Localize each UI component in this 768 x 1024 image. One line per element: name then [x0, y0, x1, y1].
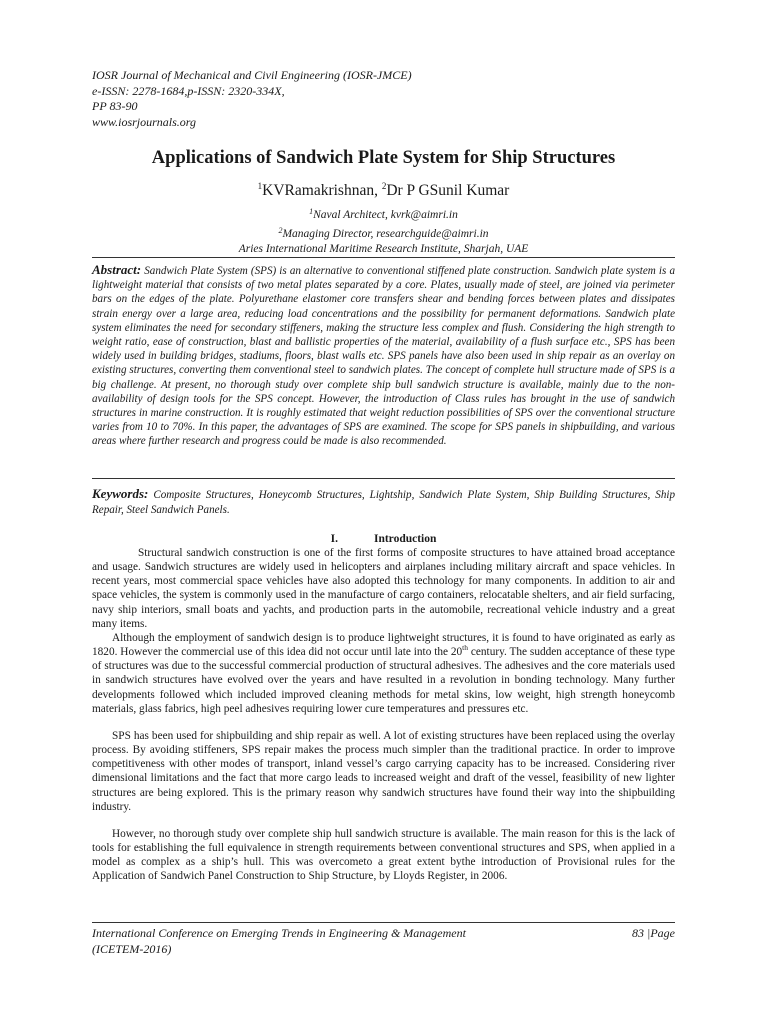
body-text [92, 546, 675, 883]
affiliations [92, 204, 675, 257]
affiliation-1: $^1$Naval Architect, kvrk@aimri.in [309, 207, 458, 221]
journal-header [92, 68, 675, 130]
divider-abstract [92, 478, 675, 479]
abstract [92, 263, 675, 449]
journal-issn: e-ISSN: 2278-1684,p-ISSN: 2320-334X, [92, 83, 285, 98]
author1-sup: 1 [257, 181, 263, 191]
keywords-label: Keywords: [92, 486, 149, 501]
journal-name: IOSR Journal of Mechanical and Civil Engineering (IOSR-JMCE) [92, 68, 412, 82]
author1: KVRamakrishnan, [262, 182, 378, 199]
journal-pages: PP 83-90 [92, 99, 138, 113]
paragraph-3: SPS has been used for shipbuilding and ship repair as well. A lot of existing structures have been replaced using the overlay process. By avoiding stiffeners, SPS repair makes the process much simpler than the traditional practice. In order to improve competitiveness with other modes of transport, inland vessel’s cargo carrying capacity has to be increased. Considering river dimensional limitations and the fact that more cargo leads to increased weight and draft of the vessel, feasibility of new lighter structures are being explored. This is the primary reason why sandwich structures have found their way into the shipbuilding industry. [92, 729, 675, 813]
affiliation-2: $^2$Managing Director, researchguide@aimri.in [278, 226, 489, 240]
author2-sup: 2 [381, 181, 387, 191]
paragraph-2: Although the employment of sandwich design is to produce lightweight structures, it is found to have originated as early as 1820. However the commercial use of this idea did not occur until late into the 20th century. The sudden acceptance of these type of structures was due to the successful commercial production of structural adhesives. The adhesives and the core materials used in sandwich structures have evolved over the years and have resulted in a revolution in bonding technology. Many further developments followed which included improved cleaning methods for metal skins, low weight, high strength honeycomb materials, glass fabrics, high peel adhesives requiring lower cure temperatures and pressures etc. [92, 631, 676, 715]
affil1-sup: 1 [309, 207, 314, 216]
journal-website: www.iosrjournals.org [92, 114, 197, 129]
section-number: I. [330, 533, 338, 545]
footer-acronym: (ICETEM-2016) [92, 941, 172, 956]
author2: Dr P GSunil Kumar [386, 182, 510, 199]
divider-top [92, 257, 675, 258]
divider-footer [92, 922, 675, 923]
paragraph-4: However, no thorough study over complete ship hull sandwich structure is available. The main reason for this is the lack of tools for establishing the full equivalence in strength requirements between conventional structures and SPS, when applied in a model as complex as a ship’s hull. This was overcometo a great extent bythe introduction of Provisional rules for the Application of Sandwich Panel Construction to Ship Structure, by Lloyds Register, in 2006. [92, 827, 675, 883]
footer-conference: International Conference on Emerging Trends in Engineering & Management [92, 926, 466, 940]
author-line [92, 181, 675, 200]
superscript-th: th [462, 643, 469, 653]
section-heading [92, 533, 675, 545]
page-footer [92, 926, 675, 957]
paragraph-1: Structural sandwich construction is one of the first forms of composite structures to have attained broad acceptance and usage. Sandwich structures are widely used in helicopters and airplanes including military aircraft and space vehicles. In recent years, most commercial space vehicles have also adopted this technology for many components. In addition to air and space vehicles, the system is commonly used in the manufacture of cargo containers, relocatable shelters, and air field surfacing, navy ship interiors, small boats and yachts, and production parts in the automobile, recreational vehicle industry and a great many items. [92, 547, 675, 630]
keywords-text: Composite Structures, Honeycomb Structures, Lightship, Sandwich Plate System, Ship Building Structures, Ship Repair, Steel Sandwich Panels. [92, 489, 675, 516]
institute: Aries International Maritime Research Institute, Sharjah, UAE [238, 243, 529, 255]
abstract-text: Sandwich Plate System (SPS) is an alternative to conventional stiffened plate construction. Sandwich plate system is a lightweight material that consists of two metal plates separated by a core. Plates, usually made of steel, are joined via perimeter bars on the edges of the plate. Polyurethane elastomer core transfers shear and bending forces between plates and dissipates strain energy over a large area, reducing load concentrations and the possibility for permanent deformations. Sandwich plate system eliminates the need for secondary stiffeners, making the structure less complex and flush. Considering the high strength to weight ratio, ease of construction, blast and ballistic properties of the material, availability of a flush surface etc., SPS has been widely used in building bridges, stadiums, floors, blast walls etc. SPS panels have also been used in ship repair as an overlay on existing structures, converting them conventional steel to sandwich plates. The concept of complete hull structure made of SPS is a big challenge. At present, no thorough study over complete ship bull sandwich structure is available, mainly due to the non-availability of design tools for the SPS concept. However, the introduction of Class rules has brought in the use of sandwich structures in marine construction. It is roughly estimated that weight reduction possibilities of SPS over the conventional structure varies from 10 to 70%. In this paper, the advantages of SPS are examined. The scope for SPS panels in shipbuilding, and various areas where further research and progress could be made is also recommended. [92, 265, 675, 448]
footer-page-number: 83 |Page [632, 926, 675, 940]
paper-title: Applications of Sandwich Plate System for Ship Structures [151, 148, 616, 168]
affil2-sup: 2 [278, 226, 283, 235]
abstract-label: Abstract: [92, 262, 142, 277]
section-title: Introduction [373, 533, 437, 545]
keywords [92, 487, 675, 517]
